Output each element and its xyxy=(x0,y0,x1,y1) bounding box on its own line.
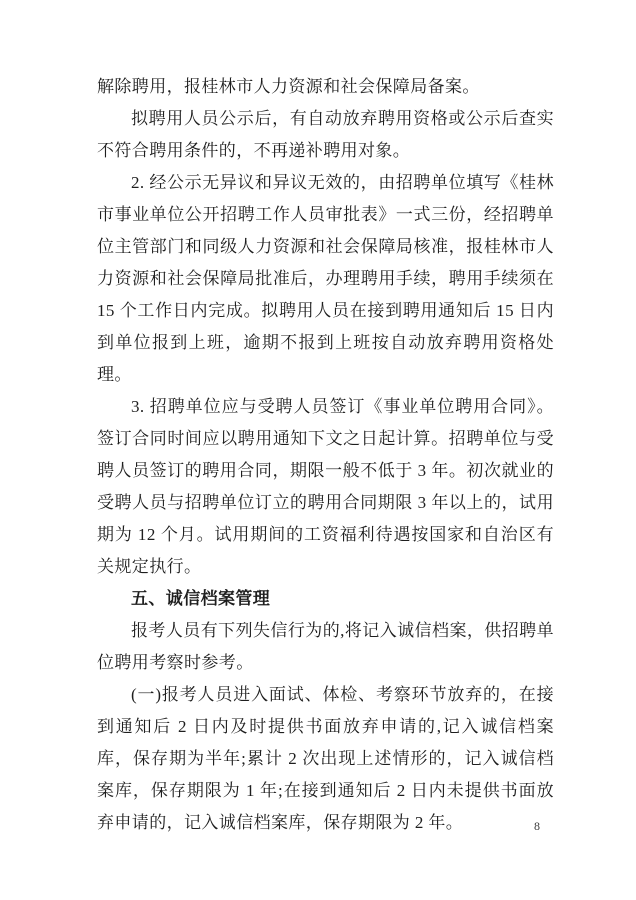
paragraph-continuation: 解除聘用，报桂林市人力资源和社会保障局备案。 xyxy=(97,77,480,96)
paragraph-integrity-archive-intro: 报考人员有下列失信行为的,将记入诚信档案，供招聘单位聘用考察时参考。 xyxy=(97,621,554,672)
paragraph-list-item-1: (一)报考人员进入面试、体检、考察环节放弃的，在接到通知后 2 日内及时提供书面放弃申请的,记入诚信档案库，保存期为半年;累计 2 次出现上述情形的，记入诚信档案库，保存期限为 1 年;在接到通知后 2 日内未提供书面放弃申请的，记入诚信档案库，保存期限为 2 年。 xyxy=(97,685,554,832)
paragraph-numbered-item-3: 3. 招聘单位应与受聘人员签订《事业单位聘用合同》。签订合同时间应以聘用通知下文之日起计算。招聘单位与受聘人员签订的聘用合同，期限一般不低于 3 年。初次就业的受聘人员与招聘单位订立的聘用合同期限 3 年以上的，试用期为 12 个月。试用期间的工资福利待遇按国家和自治区有关规定执行。 xyxy=(97,397,554,576)
paragraph-proposed-hire-publicity: 拟聘用人员公示后，有自动放弃聘用资格或公示后查实不符合聘用条件的，不再递补聘用对象。 xyxy=(97,109,554,160)
section-heading-integrity-archive: 五、诚信档案管理 xyxy=(131,589,271,608)
paragraph-numbered-item-2: 2. 经公示无异议和异议无效的，由招聘单位填写《桂林市事业单位公开招聘工作人员审批表》一式三份，经招聘单位主管部门和同级人力资源和社会保障局核准，报桂林市人力资源和社会保障局批准后，办理聘用手续，聘用手续须在 15 个工作日内完成。拟聘用人员在接到聘用通知后 15 日内到单位报到上班，逾期不报到上班按自动放弃聘用资格处理。 xyxy=(97,173,554,384)
document-body xyxy=(97,71,554,839)
page-number: 8 xyxy=(534,819,540,833)
